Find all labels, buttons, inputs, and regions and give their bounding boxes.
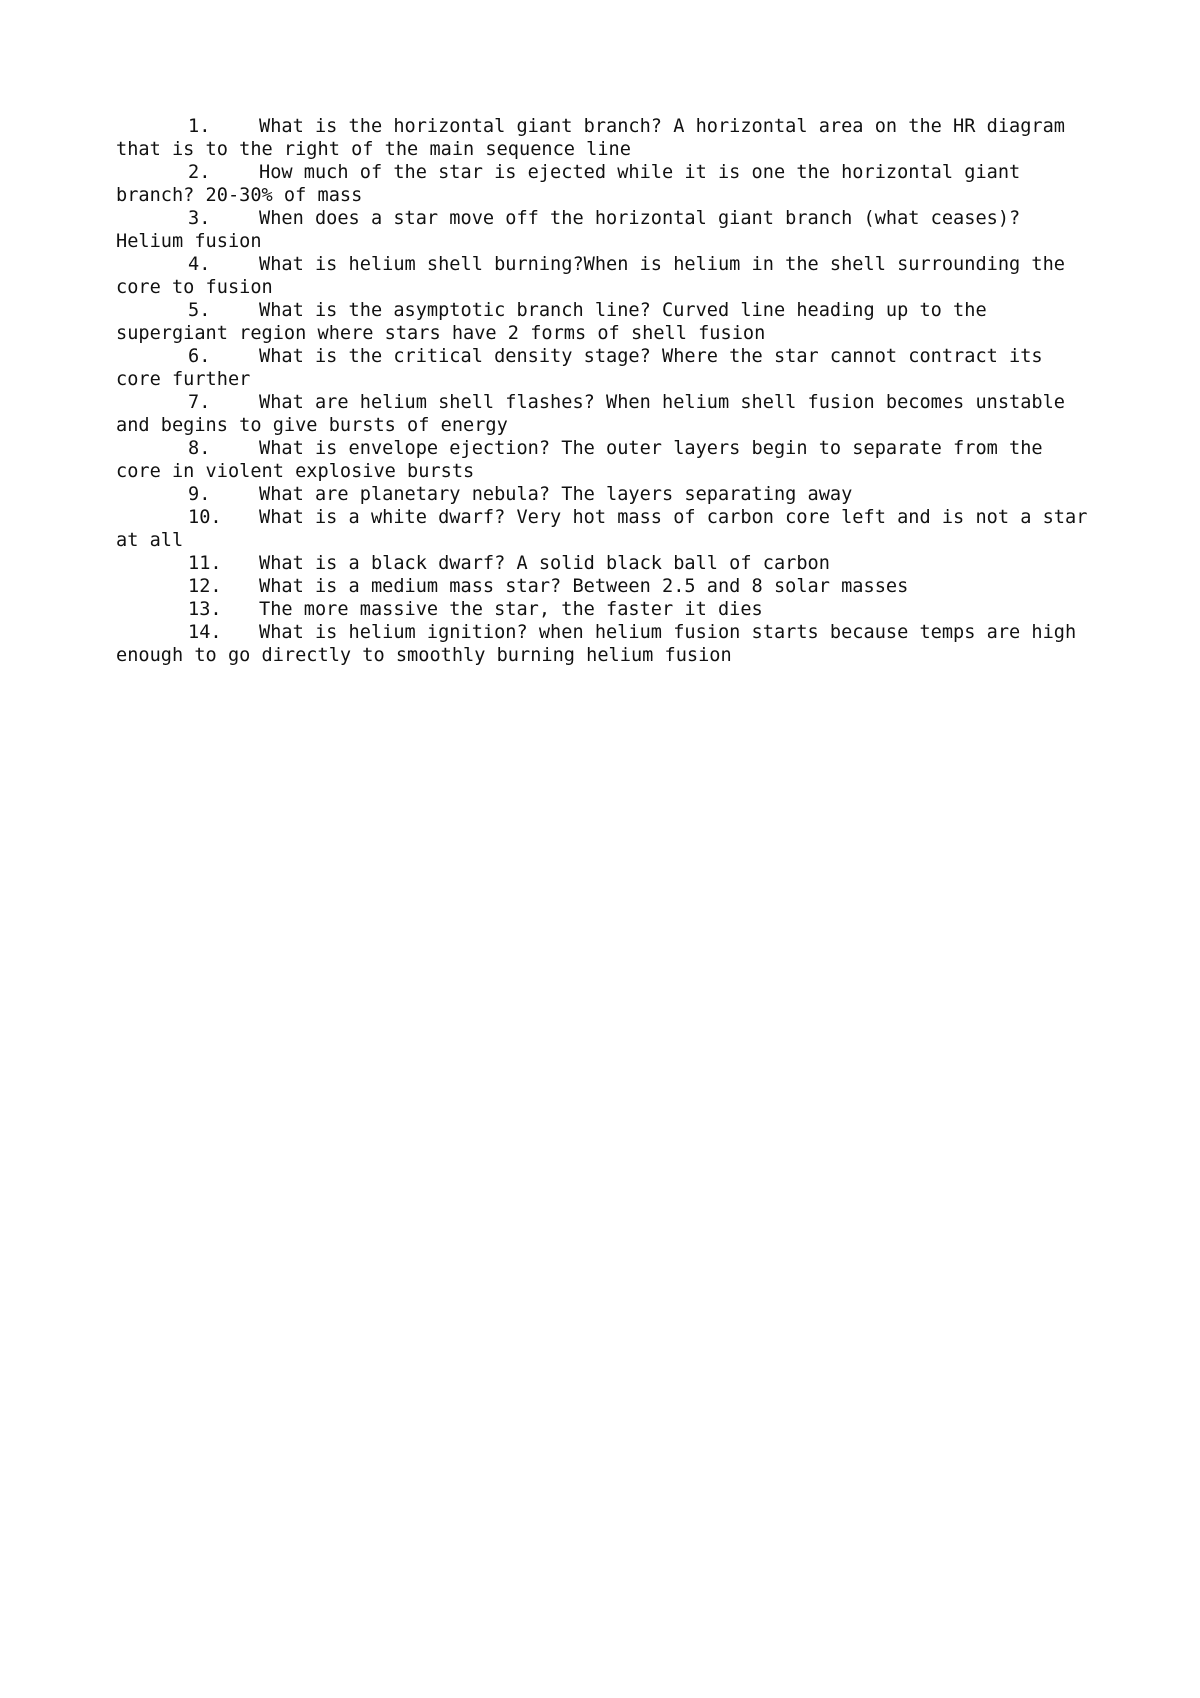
list-item-text: What are planetary nebula? The layers separating away [259,484,853,505]
list-item-text: How much of the star is ejected while it is one the horizontal giant branch? 20-30% of mass [116,162,1032,206]
list-item-text: What is helium ignition? when helium fusion starts because temps are high enough to go directly to smoothly burning helium fusion [116,622,1088,666]
list-item [116,391,1096,437]
list-item-number: 2. [188,162,211,183]
list-item [116,207,1096,253]
list-item [116,506,1099,552]
list-item-number: 14. [188,622,222,643]
list-item-number: 11. [188,553,222,574]
list-item [116,621,1096,667]
list-item-text: What is helium shell burning?When is helium in the shell surrounding the core to fusion [116,254,1077,298]
list-item-text: What is the asymptotic branch line? Curved line heading up to the supergiant region where stars have 2 forms of shell fusion [116,300,998,344]
numbered-list [116,115,1099,667]
list-item [116,598,1096,621]
list-item-text: The more massive the star, the faster it dies [259,599,763,620]
list-item [116,483,1096,506]
list-item [116,437,1096,483]
list-item [116,115,1096,161]
list-item-number: 7. [188,392,211,413]
list-item-text: What are helium shell flashes? When helium shell fusion becomes unstable and begins to give bursts of energy [116,392,1077,436]
list-item-text: What is the horizontal giant branch? A horizontal area on the HR diagram that is to the right of the main sequence line [116,116,1077,160]
list-item [116,253,1096,299]
list-item-number: 4. [188,254,211,275]
list-item-number: 1. [188,116,211,137]
list-item [116,345,1096,391]
list-item-number: 3. [188,208,211,229]
list-item [116,161,1096,207]
list-item-text: When does a star move off the horizontal giant branch (what ceases)? Helium fusion [116,208,1032,252]
list-item-text: What is envelope ejection? The outer layers begin to separate from the core in violent explosive bursts [116,438,1054,482]
list-item-number: 5. [188,300,211,321]
list-item-text: What is a white dwarf? Very hot mass of carbon core left and is not a star at all [116,507,1099,551]
list-item-text: What is a medium mass star? Between 2.5 and 8 solar masses [259,576,909,597]
list-item-number: 8. [188,438,211,459]
list-item-number: 10. [188,507,222,528]
list-item [116,299,1096,345]
list-item-number: 9. [188,484,211,505]
list-item-number: 12. [188,576,222,597]
list-item-text: What is a black dwarf? A solid black ball of carbon [259,553,830,574]
list-item-text: What is the critical density stage? Where the star cannot contract its core further [116,346,1054,390]
list-item [116,552,1096,575]
list-item [116,575,1096,598]
list-item-number: 6. [188,346,211,367]
list-item-number: 13. [188,599,222,620]
